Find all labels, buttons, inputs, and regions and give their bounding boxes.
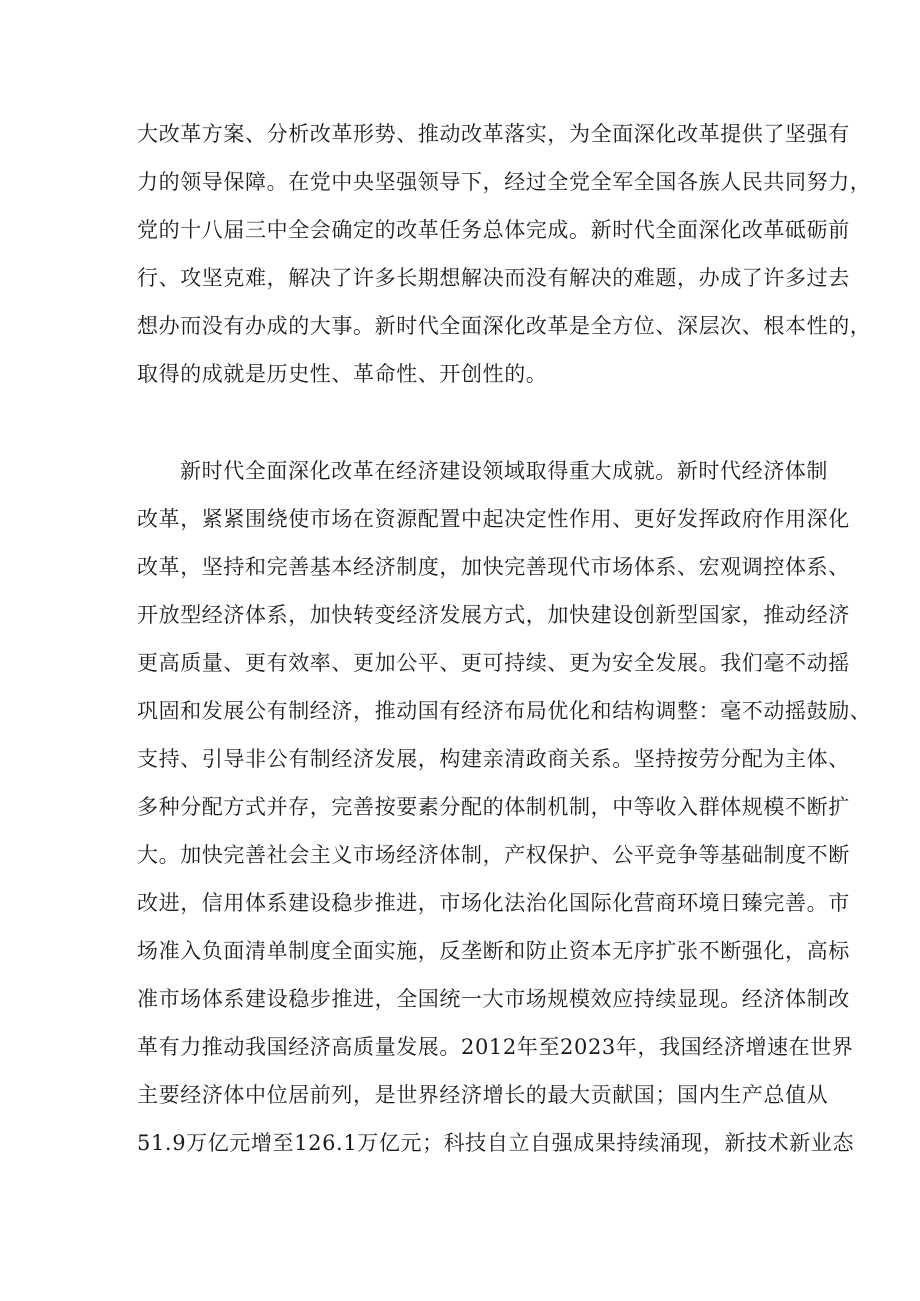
text-line: 场准入负面清单制度全面实施，反垄断和防止资本无序扩张不断强化，高标 [137,939,850,963]
text-line: 支持、引导非公有制经济发展，构建亲清政商关系。坚持按劳分配为主体、 [137,747,850,771]
text-line: 51.9万亿元增至126.1万亿元；科技自立自强成果持续涌现，新技术新业态 [137,1131,855,1155]
text-line: 新时代全面深化改革在经济建设领域取得重大成就。新时代经济体制 [180,459,828,483]
text-line: 力的领导保障。在党中央坚强领导下，经过全党全军全国各族人民共同努力， [137,170,872,194]
text-line: 改进，信用体系建设稳步推进，市场化法治化国际化营商环境日臻完善。市 [137,891,850,915]
text-line: 大改革方案、分析改革形势、推动改革落实，为全面深化改革提供了坚强有 [137,122,850,146]
text-line: 更高质量、更有效率、更加公平、更可持续、更为安全发展。我们毫不动摇 [137,651,850,675]
text-line: 巩固和发展公有制经济，推动国有经济布局优化和结构调整：毫不动摇鼓励、 [137,699,872,723]
text-line: 改革，紧紧围绕使市场在资源配置中起决定性作用、更好发挥政府作用深化 [137,507,850,531]
text-line: 主要经济体中位居前列，是世界经济增长的最大贡献国；国内生产总值从 [137,1083,829,1107]
text-line: 大。加快完善社会主义市场经济体制，产权保护、公平竞争等基础制度不断 [137,843,850,867]
text-line: 想办而没有办成的大事。新时代全面深化改革是全方位、深层次、根本性的， [137,314,872,338]
text-line: 党的十八届三中全会确定的改革任务总体完成。新时代全面深化改革砥砺前 [137,218,850,242]
text-line: 准市场体系建设稳步推进，全国统一大市场规模效应持续显现。经济体制改 [137,987,850,1011]
text-line: 改革，坚持和完善基本经济制度，加快完善现代市场体系、宏观调控体系、 [137,555,850,579]
text-line: 取得的成就是历史性、革命性、开创性的。 [137,362,548,386]
text-line: 革有力推动我国经济高质量发展。2012年至2023年，我国经济增速在世界 [137,1035,854,1059]
text-line: 行、攻坚克难，解决了许多长期想解决而没有解决的难题，办成了许多过去 [137,266,850,290]
text-line: 多种分配方式并存，完善按要素分配的体制机制，中等收入群体规模不断扩 [137,795,850,819]
text-line: 开放型经济体系，加快转变经济发展方式，加快建设创新型国家，推动经济 [137,603,850,627]
